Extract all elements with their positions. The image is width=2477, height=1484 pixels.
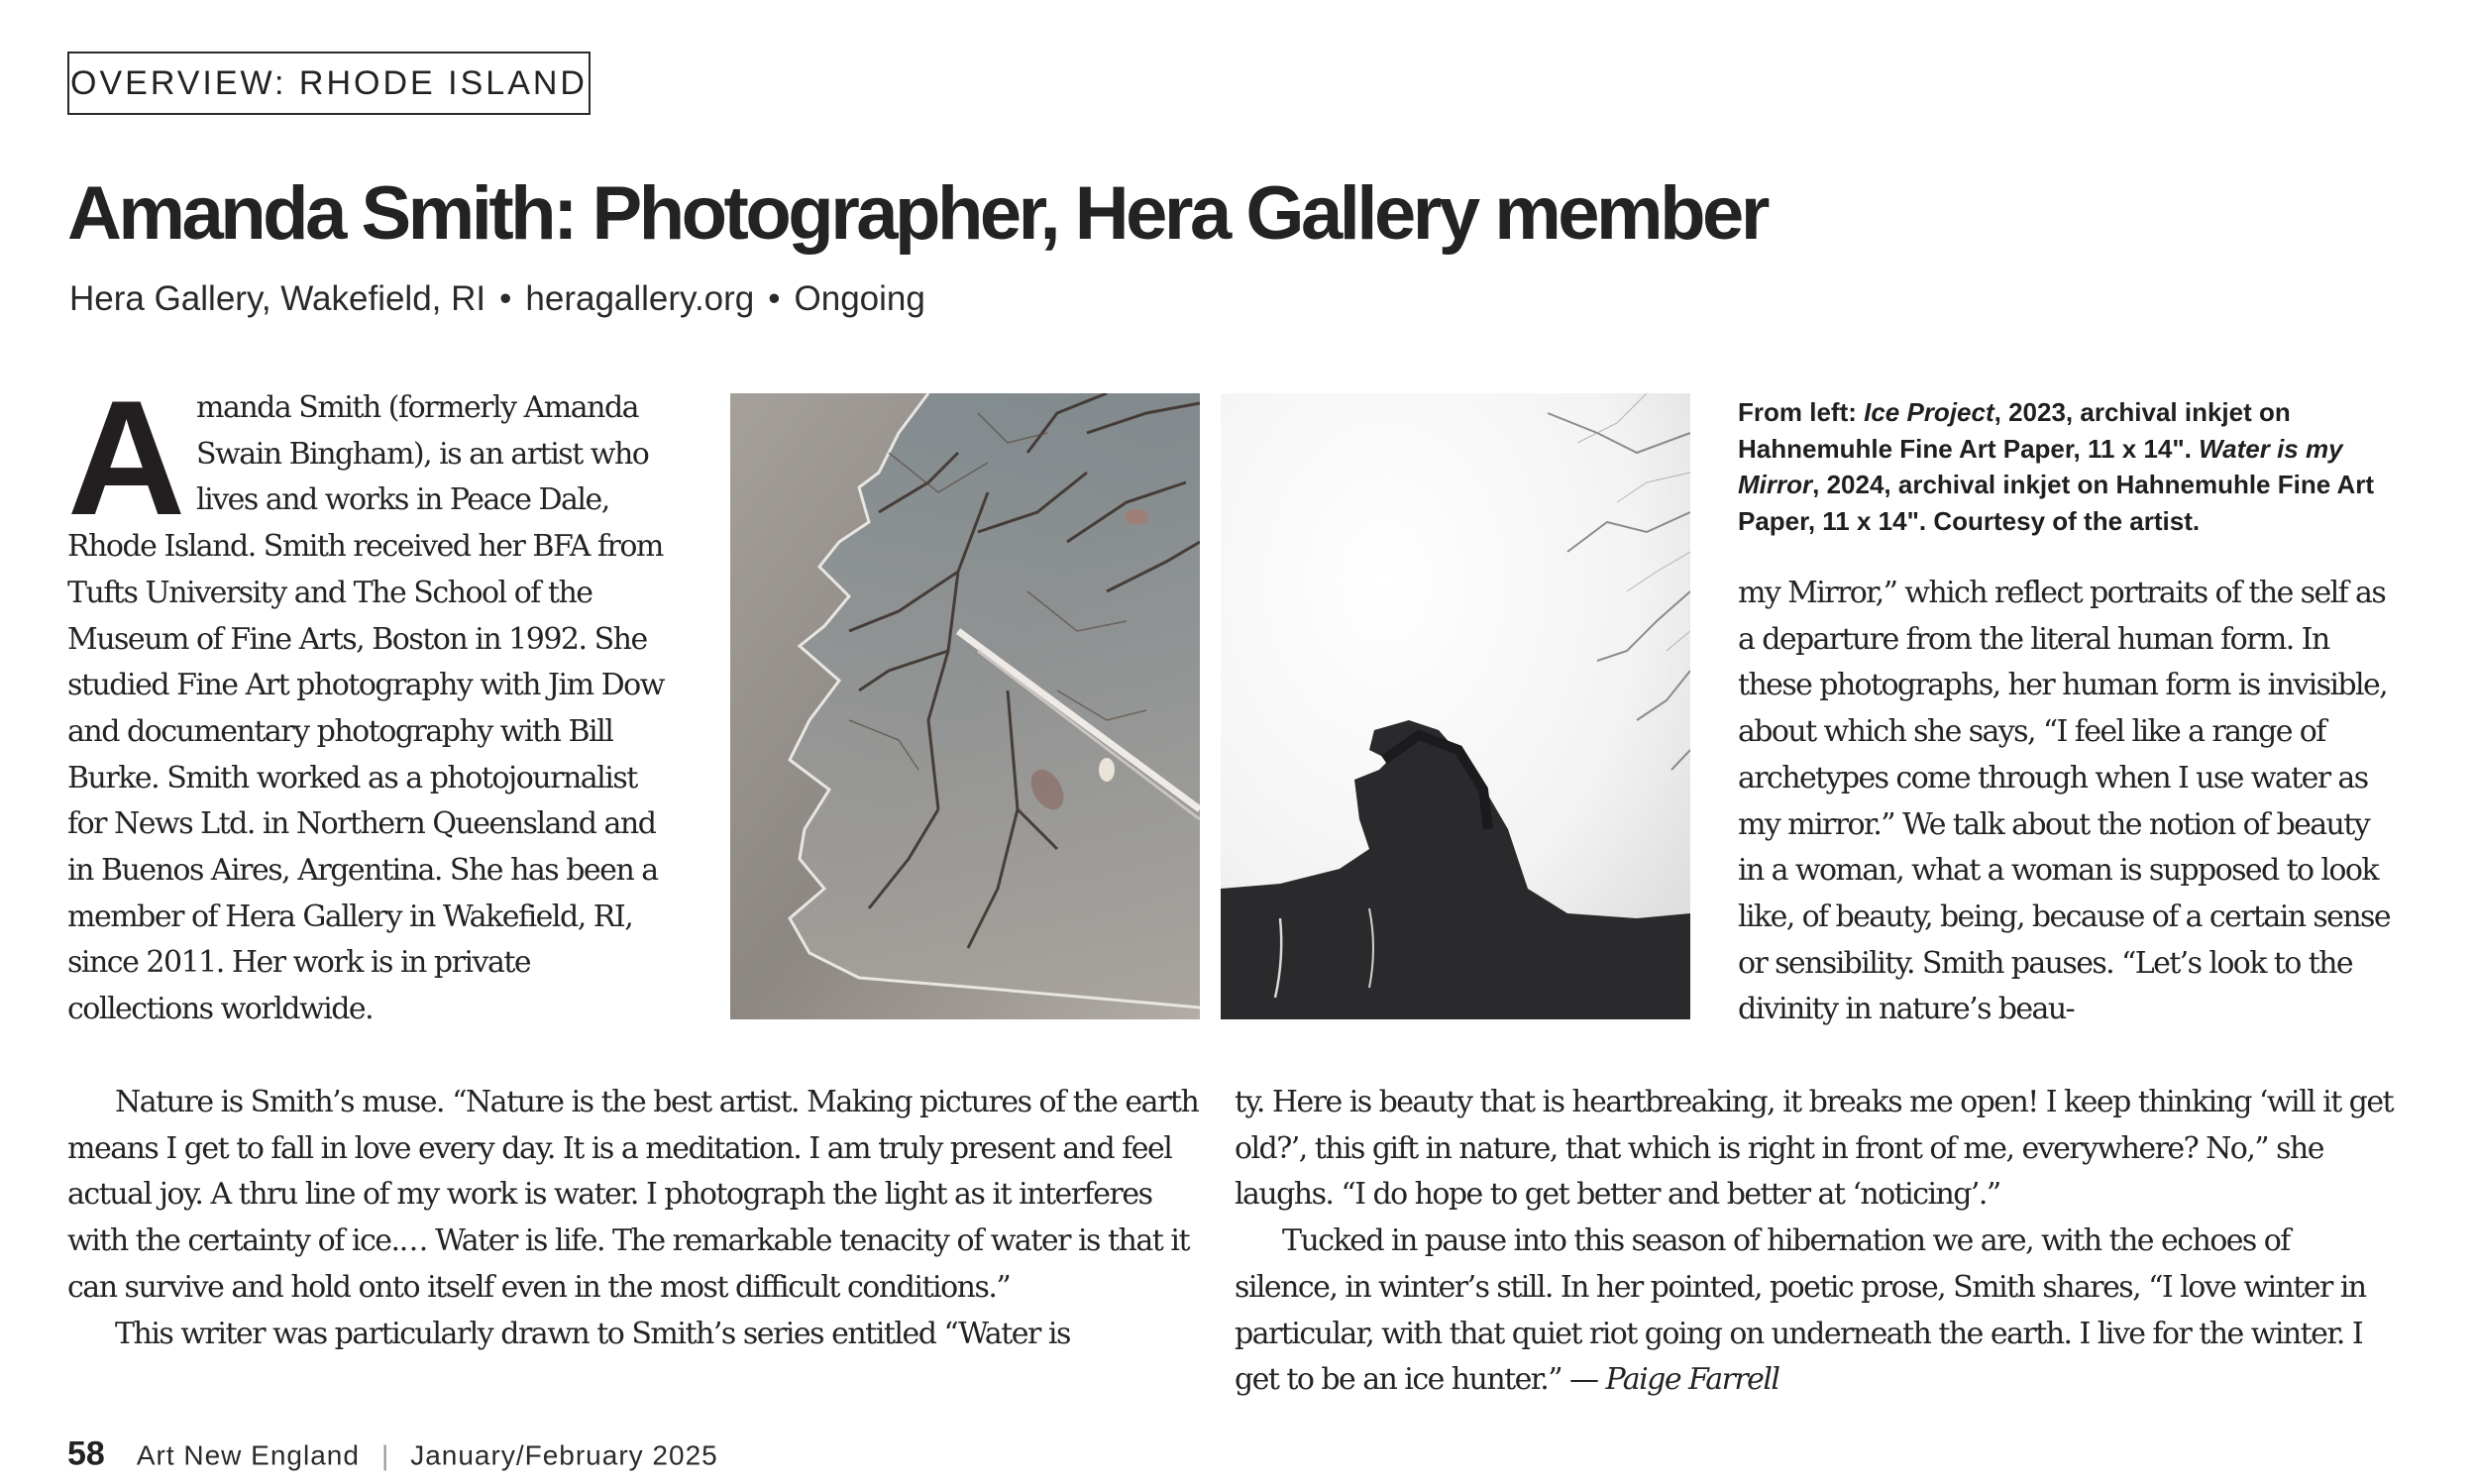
- page-number: 58: [67, 1434, 105, 1473]
- article-para-2: Nature is Smith’s muse. “Nature is the best artist. Making pictures of the earth means I get to fall in love every day. It is a meditation. I am truly present and feel actual joy. A thru line of my work is water. I photograph the light as it interferes with the certainty of ice.… Water is life. The remarkable tenacity of water is that it can survive and hold onto itself even in the most difficult conditions.”: [67, 1085, 1199, 1305]
- article-meta: [69, 277, 925, 321]
- water-is-my-mirror-image: [1221, 393, 1690, 1019]
- ice-project-image: [730, 393, 1200, 1019]
- article-para-3-cont: my Mirror,” which reflect portraits of the self as a departure from the literal human form. In these photographs, her human form is invisible, about which she says, “I feel like a range of archetypes come through when I use water as my mirror.” We talk about the notion of beauty in a woman, what a woman is supposed to look like, of beauty, being, because of a certain sense or sensibility. Smith pauses. “Let’s look to the divinity in nature’s beau-: [1738, 576, 2390, 1027]
- byline: Paige Farrell: [1605, 1362, 1779, 1398]
- article-headline: Amanda Smith: Photographer, Hera Gallery member: [67, 171, 1767, 256]
- section-tag: OVERVIEW: RHODE ISLAND: [67, 52, 591, 115]
- drop-cap: A: [67, 367, 184, 549]
- footer-divider: |: [380, 1439, 389, 1471]
- photo-water-is-my-mirror: [1221, 393, 1690, 1019]
- article-para-3-end: ty. Here is beauty that is heartbreaking, it breaks me open! I keep thinking ‘will it get old?’, this gift in nature, that which is right in front of me, everywhere? No,” she laughs. “I do hope to get better and better at ‘noticing’.”: [1235, 1085, 2394, 1213]
- photo-ice-project: [730, 393, 1200, 1019]
- caption-work2-title: Water is my Mirror: [1738, 433, 2343, 499]
- caption-work1-title: Ice Project: [1864, 397, 1994, 427]
- article-para-3: This writer was particularly drawn to Smith’s series entitled “Water is: [115, 1316, 1070, 1351]
- issue-date: January/February 2025: [410, 1439, 718, 1471]
- page-footer: [67, 1435, 718, 1474]
- website-text: heragallery.org: [525, 279, 755, 318]
- article-column-3-top: [1738, 571, 2392, 1033]
- meta-separator: •: [499, 279, 512, 318]
- article-column-2-bottom: [1235, 1080, 2394, 1404]
- article-para-4: Tucked in pause into this season of hibernation we are, with the echoes of silence, in winter’s still. In her pointed, poetic prose, Smith shares, “I love winter in particular, with that quiet riot going on underneath the earth. I live for the winter. I get to be an ice hunter.” — Paige Farrell: [1235, 1223, 2366, 1398]
- article-para-1: manda Smith (formerly Amanda Swain Bingham), is an artist who lives and works in Peace Dale, Rhode Island. Smith received her BFA from Tufts University and The School of the Museum of Fine Arts, Boston in 1992. She studied Fine Art photography with Jim Dow and documentary photography with Bill Burke. Smith worked as a photojournalist for News Ltd. in Northern Queensland and in Buenos Aires, Argentina. She has been a member of Hera Gallery in Wakefield, RI, since 2011. Her work is in private collections worldwide.: [67, 390, 664, 1027]
- duration-text: Ongoing: [794, 279, 925, 318]
- venue-text: Hera Gallery, Wakefield, RI: [69, 279, 486, 318]
- meta-separator: •: [768, 279, 781, 318]
- publication-name: Art New England: [136, 1439, 360, 1471]
- article-column-1-top: [67, 367, 682, 1033]
- photo-caption: From left: Ice Project, 2023, archival inkjet on Hahnemuhle Fine Art Paper, 11 x 14". Water is my Mirror, 2024, archival inkjet on Hahnemuhle Fine Art Paper, 11 x 14". Courtesy of the artist.: [1738, 397, 2374, 536]
- article-column-1-bottom: [67, 1080, 1207, 1357]
